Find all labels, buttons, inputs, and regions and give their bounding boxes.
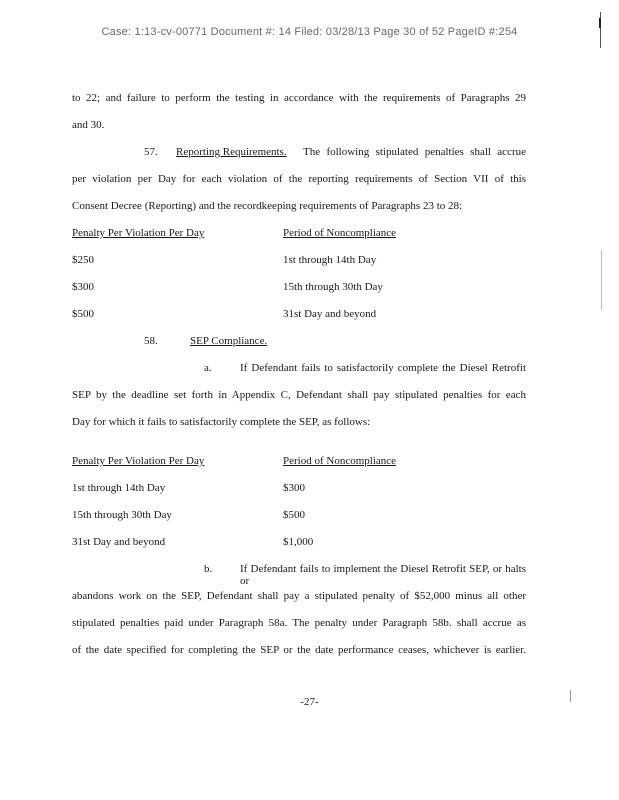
para57-line-3: Consent Decree (Reporting) and the recordkeeping requirements of Paragraphs 23 to 28: [72,200,463,212]
scan-mark-bottom [570,690,571,702]
table58-col1-header: Penalty Per Violation Per Day [72,455,205,467]
para58a-line-3: Day for which it fails to satisfactorily complete the SEP, as follows: [72,416,371,428]
para58b-letter: b. [204,563,213,575]
case-header: Case: 1:13-cv-00771 Document #: 14 Filed: 03/28/13 Page 30 of 52 PageID #:254 [101,26,518,38]
table57-col2-header: Period of Noncompliance [283,227,397,239]
table57-row-2-period: 15th through 30th Day [283,281,383,293]
para58b-line-4: of the date specified for completing the SEP or the date performance ceases, whichever is earlier. [72,644,526,656]
table57-col1-header: Penalty Per Violation Per Day [72,227,205,239]
table57-row-1-penalty: $250 [72,254,94,266]
para57-line-1: The following stipulated penalties shall accrue [303,146,526,158]
para58a-letter: a. [204,362,212,374]
para58-heading: SEP Compliance. [190,335,268,347]
table57-row-2-penalty: $300 [72,281,94,293]
para57-line-2: per violation per Day for each violation of the reporting requirements of Section VII of this [72,173,526,185]
table58-row-2-period: 15th through 30th Day [72,509,172,521]
para58b-line-2: abandons work on the SEP, Defendant shall pay a stipulated penalty of $52,000 minus all other [72,590,526,602]
para57-heading: Reporting Requirements. [176,146,287,158]
table58-row-1-penalty: $300 [283,482,305,494]
table58-row-3-period: 31st Day and beyond [72,536,166,548]
para58a-line-2: SEP by the deadline set forth in Appendix C, Defendant shall pay stipulated penalties for each [72,389,526,401]
para58b-line-1: If Defendant fails to implement the Diesel Retrofit SEP, or halts or [240,563,526,587]
para58a-line-1: If Defendant fails to satisfactorily complete the Diesel Retrofit [240,362,526,374]
page-number: -27- [300,696,319,708]
scan-mark-tick [599,18,601,28]
para58b-line-3: stipulated penalties paid under Paragraph 58a. The penalty under Paragraph 58b. shall accrue as [72,617,526,629]
intro-line-1: to 22; and failure to perform the testing in accordance with the requirements of Paragraphs 29 [72,92,526,104]
table58-col2-header: Period of Noncompliance [283,455,397,467]
para57-number: 57. [144,146,158,158]
table57-row-1-period: 1st through 14th Day [283,254,377,266]
table57-row-3-penalty: $500 [72,308,94,320]
intro-line-2: and 30. [72,119,105,131]
table58-row-3-penalty: $1,000 [283,536,314,548]
table58-row-1-period: 1st through 14th Day [72,482,166,494]
table58-row-2-penalty: $500 [283,509,305,521]
para58-number: 58. [144,335,158,347]
scan-mark-mid [601,250,602,310]
table57-row-3-period: 31st Day and beyond [283,308,377,320]
